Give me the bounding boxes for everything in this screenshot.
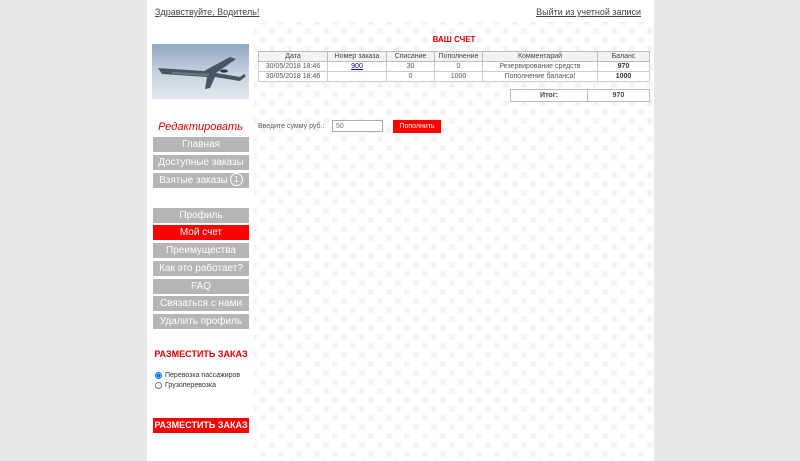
nav-label: Взятые заказы [159, 175, 228, 186]
amount-label: Введите сумму руб.: [258, 123, 325, 130]
cell-debit: 0 [387, 72, 435, 82]
nav-label: FAQ [190, 281, 211, 292]
total-label: Итог: [511, 90, 588, 102]
topup-button[interactable]: Пополнить [393, 120, 441, 133]
edit-profile-link[interactable]: Редактировать [158, 121, 243, 133]
table-row [259, 72, 650, 82]
nav-label: Удалить профиль [159, 316, 243, 327]
page [147, 0, 654, 461]
nav-label: Связаться с нами [159, 298, 243, 309]
nav-faq[interactable] [153, 279, 249, 294]
cell-comment: Пополнение баланса! [483, 72, 598, 82]
cell-comment: Резервирование средств [483, 62, 598, 72]
cell-credit: 0 [435, 62, 483, 72]
option-label: Перевозка пассажиров [165, 372, 241, 379]
cell-order-number [328, 72, 387, 82]
taken-orders-badge: 1 [230, 173, 243, 186]
cell-balance: 1000 [598, 72, 650, 82]
nav-delete-profile[interactable] [153, 314, 249, 329]
col-order-number: Номер заказа [328, 52, 387, 62]
sidebar [147, 22, 254, 461]
total-value: 970 [588, 90, 650, 102]
table-row [259, 62, 650, 72]
cell-order-number [328, 62, 387, 72]
place-order-button[interactable]: РАЗМЕСТИТЬ ЗАКАЗ [153, 418, 249, 433]
nav-label: Преимущества [166, 245, 236, 256]
top-bar [147, 0, 654, 22]
cell-balance: 970 [598, 62, 650, 72]
nav-taken-orders[interactable] [153, 173, 249, 188]
nav-label: Доступные заказы [158, 157, 244, 168]
cell-debit: 30 [387, 62, 435, 72]
nav-my-account[interactable] [153, 225, 249, 240]
cell-date: 30/05/2018 18:46 [259, 72, 328, 82]
cell-date: 30/05/2018 18:46 [259, 62, 328, 72]
place-order-box [153, 340, 249, 440]
nav-available-orders[interactable] [153, 155, 249, 170]
col-comment: Комментарий [483, 52, 598, 62]
order-link[interactable]: 900 [351, 63, 363, 70]
nav-label: Мой счет [179, 227, 223, 238]
col-date: Дата [259, 52, 328, 62]
col-credit: Пополнение [435, 52, 483, 62]
amount-input[interactable] [332, 120, 383, 132]
total-table [510, 89, 650, 102]
avatar [152, 44, 249, 99]
place-order-title: РАЗМЕСТИТЬ ЗАКАЗ [154, 349, 248, 359]
nav-main[interactable] [153, 137, 249, 152]
option-label: Грузоперевозка [165, 382, 216, 389]
fighter-jet-icon [152, 44, 249, 99]
transactions-table [258, 51, 650, 82]
col-balance: Баланс [598, 52, 650, 62]
nav-label: Как это работает? [159, 263, 243, 274]
greeting-link[interactable]: Здравствуйте, Водитель! [155, 7, 260, 17]
table-header-row [259, 52, 650, 62]
nav-contact[interactable] [153, 296, 249, 311]
main-content [254, 22, 654, 461]
nav-profile[interactable] [153, 208, 249, 223]
nav-label: Профиль [179, 210, 223, 221]
nav-advantages[interactable] [153, 243, 249, 258]
col-debit: Списание [387, 52, 435, 62]
cargo-radio[interactable] [155, 382, 162, 389]
option-passengers[interactable] [155, 372, 240, 379]
passengers-radio[interactable] [155, 372, 162, 379]
nav-how-it-works[interactable] [153, 261, 249, 276]
page-title: ВАШ СЧЕТ [432, 35, 476, 44]
option-cargo[interactable] [155, 382, 216, 389]
nav-label: Главная [181, 139, 221, 150]
total-row [511, 90, 650, 102]
logout-link[interactable]: Выйти из учетной записи [536, 7, 641, 17]
cell-credit: 1000 [435, 72, 483, 82]
